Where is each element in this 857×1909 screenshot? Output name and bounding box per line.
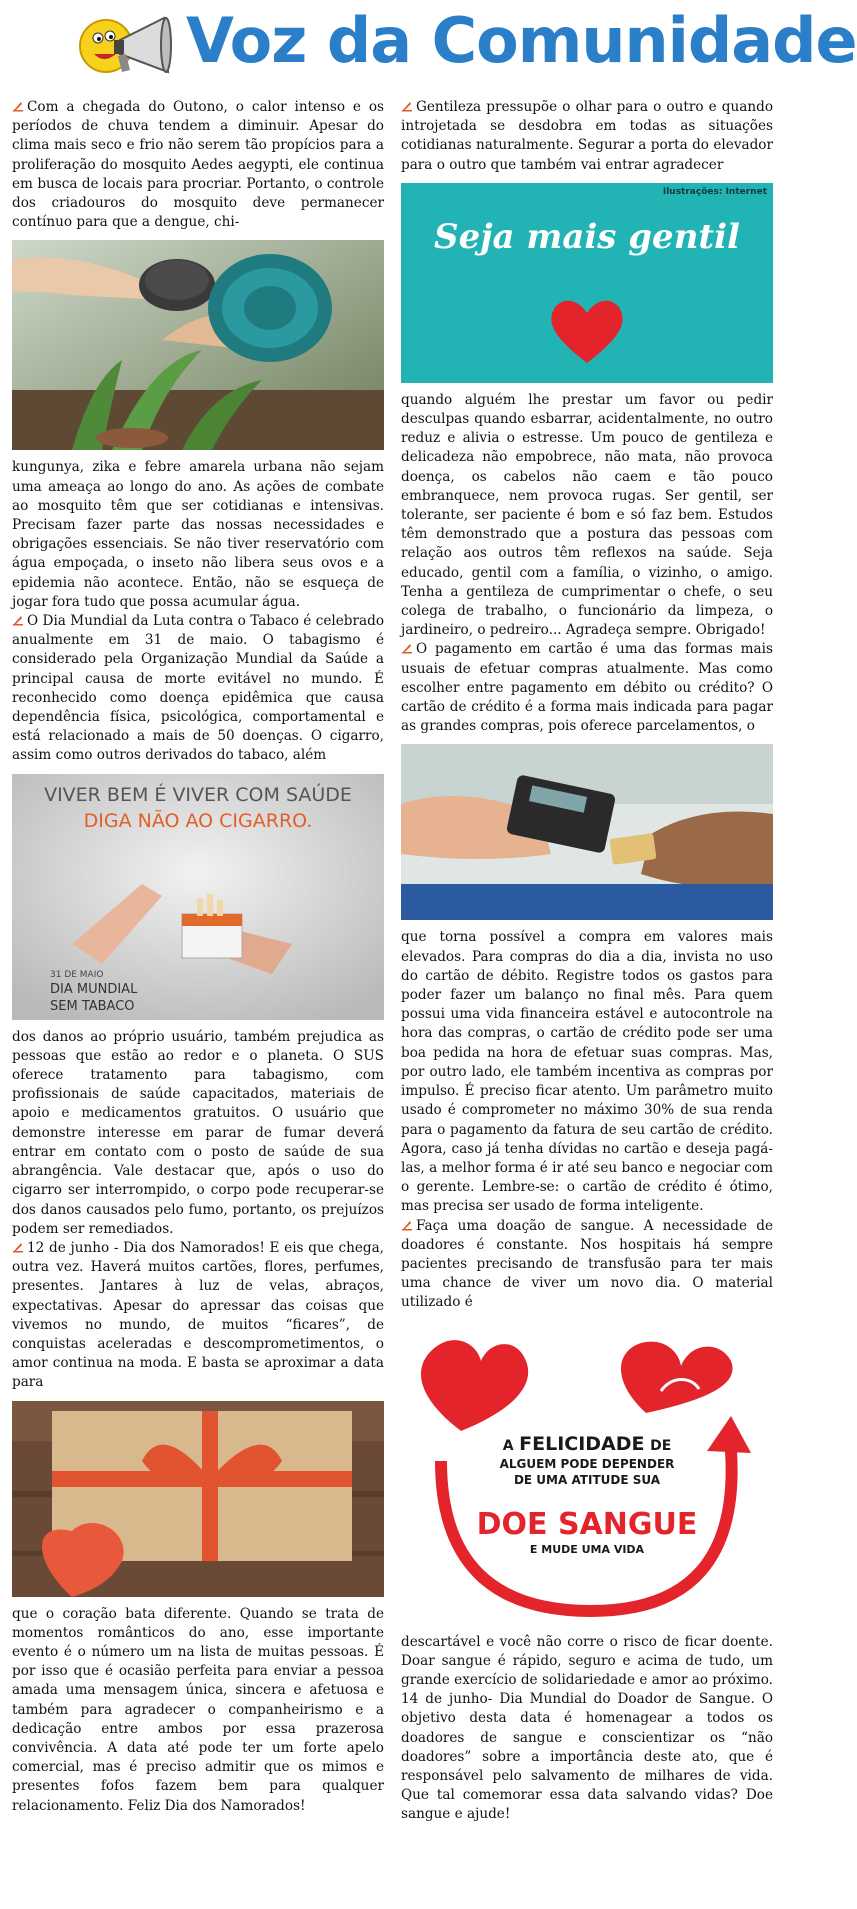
- dengue-text-2: kungunya, zika e febre amarela urbana não sejam uma ameaça ao longo do ano. As ações de combate ao mosquito têm que ser cotidianas e intensivas. Precisam fazer parte das nossas necessidades e obrigações essenciais. Se não tiver reservatório com água empoçada, o inseto não libera seus ovos e a epidemia não acontece. Então, não se esqueça de jogar fora tudo que possa acumular água.: [12, 459, 384, 610]
- page-title: Voz da Comunidade: [186, 4, 857, 77]
- page-header: [0, 0, 857, 92]
- image-credit: Ilustrações: Internet: [662, 186, 767, 197]
- article-dengue-cont: [12, 458, 384, 612]
- card-payment-illustration: [401, 744, 773, 920]
- tabaco-line1: VIVER BEM É VIVER COM SAÚDE: [44, 783, 352, 806]
- cartao-text-2: que torna possível a compra em valores mais elevados. Para compras do dia a dia, invista no uso do cartão de débito. Registre todos os gastos para poder fazer um balanço no final mês. Para quem possui uma vida financeira estável e autocontrole na hora das compras, o cartão de crédito pode ser uma boa pedida na hora de efetuar suas compras. Mas, por outro lado, ele também incentiva as compras por impulso. É preciso ficar atento. Um parâmetro muito usado é comprometer no máximo 30% de sua renda para o pagamento da fatura de seu cartão de crédito. Agora, caso já tenha dívidas no cartão e deseja pagá-las, a melhor forma é ir até seu banco e negociar com o gerente. Lembre-se: o cartão de crédito é ótimo, mas precisa ser usado de forma inteligente.: [401, 929, 773, 1215]
- article-sangue: [401, 1217, 773, 1313]
- article-sangue-cont: [401, 1633, 773, 1825]
- article-tabaco-cont: [12, 1028, 384, 1239]
- megaphone-mascot-icon: [76, 10, 176, 82]
- sangue-line2: ALGUEM PODE DEPENDER: [499, 1456, 675, 1471]
- article-tabaco: [12, 612, 384, 766]
- gentileza-text-2: quando alguém lhe prestar um favor ou pedir desculpas quando esbarrar, acidentalmente, no outro reduz e alivia o estresse. Um pouco de gentileza e delicadeza não empobrece, não mata, não provoca doença, os cabelos não caem e tão pouco embranquece, nem provoca rugas. Ser gentil, ser tolerante, ser paciente é bom e só faz bem. Estudos têm demonstrado que a postura das pessoas com relação aos outros têm reflexos na saúde. Seja educado, gentil com a família, o vizinho, o amigo. Tenha a gentileza de cumprimentar o chefe, o seu colega de trabalho, o funcionário da limpeza, o jardineiro, o pedreiro... Agradeça sempre. Obrigado!: [401, 391, 773, 639]
- namorados-photo: [12, 1401, 384, 1597]
- tabaco-day1: DIA MUNDIAL: [50, 981, 138, 997]
- tabaco-text-2: dos danos ao próprio usuário, também prejudica as pessoas que estão ao redor e o planeta. O SUS oferece tratamento para tabagismo, com profissionais de saúde capacitados, materiais de apoio e medicamentos gratuitos. O usuário que demonstre interesse em parar de fumar deverá entrar em contato com o posto de saúde de sua abrangência. Vale destacar que, após o uso do cigarro ser interrompido, o corpo pode recuperar-se dos danos causados pelo fumo, portanto, os prejuízos podem ser remediados.: [12, 1028, 384, 1237]
- article-marker-icon: [12, 614, 24, 626]
- left-column: [12, 98, 384, 1816]
- gentileza-text-1: Gentileza pressupõe o olhar para o outro e quando introjetada se desdobra em todas as situações cotidianas naturalmente. Segurar a porta do elevador para o outro que também vai entrar agradecer: [401, 99, 773, 173]
- article-marker-icon: [401, 642, 413, 654]
- article-cartao: [401, 640, 773, 736]
- article-namorados: [12, 1239, 384, 1393]
- sangue-poster: [401, 1321, 773, 1625]
- article-marker-icon: [401, 100, 413, 112]
- gift-heart-illustration: [12, 1401, 384, 1597]
- article-gentileza: [401, 98, 773, 175]
- sangue-line1b: FELICIDADE: [519, 1432, 645, 1455]
- article-gentileza-cont: [401, 391, 773, 641]
- article-marker-icon: [12, 100, 24, 112]
- gentileza-slogan: Seja mais gentil: [434, 216, 740, 257]
- article-dengue: [12, 98, 384, 232]
- sangue-line1a: A: [502, 1437, 514, 1454]
- dengue-text-1: Com a chegada do Outono, o calor intenso e os períodos de chuva tendem a diminuir. Apesar do clima mais seco e frio não serem tão propícios para a proliferação do mosquito Aedes aegypti, ele continua em busca de locais para procriar. Portanto, o controle dos criadouros do mosquito deve permanecer contínuo para que a dengue, chi-: [12, 99, 384, 231]
- sangue-line1c: DE: [650, 1437, 672, 1454]
- sangue-big: DOE SANGUE: [476, 1506, 698, 1542]
- namorados-text-2: que o coração bata diferente. Quando se trata de momentos românticos do ano, esse importante evento é o número um na lista de muitas pessoas. É por isso que é ocasião perfeita para enviar a pessoa amada uma mensagem única, sincera e afetuosa e também para agradecer o companheirismo e a dedicação entre ambos por essa prazerosa convivência. A data até pode ter um forte apelo comercial, mas é preciso admitir que os mimos e presentes fofos fazem bem para qualquer relacionamento. Feliz Dia dos Namorados!: [12, 1605, 384, 1814]
- article-cartao-cont: [401, 928, 773, 1216]
- heart-icon: [547, 295, 627, 365]
- tabaco-poster: [12, 774, 384, 1020]
- dengue-photo: [12, 240, 384, 450]
- cartao-text-1: O pagamento em cartão é uma das formas mais usuais de efetuar compras atualmente. Mas como escolher entre pagamento em débito ou crédito? O cartão de crédito é a forma mais indicada para pagar as grandes compras, pois oferece parcelamentos, o: [401, 641, 773, 735]
- sangue-text-2: descartável e você não corre o risco de ficar doente. Doar sangue é rápido, seguro e acima de tudo, um grande exercício de solidariedade e amor ao próximo. 14 de junho- Dia Mundial do Doador de Sangue. O objetivo desta data é homenagear a todos os doadores de sangue e conscientizar os “não doadores” sobre a importância deste ato, que é responsável pelo salvamento de milhares de vida. Que tal comemorar essa data salvando vidas? Doe sangue e ajude!: [401, 1633, 773, 1823]
- article-namorados-cont: [12, 1605, 384, 1816]
- article-marker-icon: [12, 1241, 24, 1253]
- tabaco-day2: SEM TABACO: [50, 998, 135, 1014]
- article-marker-icon: [401, 1219, 413, 1231]
- sangue-line3: DE UMA ATITUDE SUA: [513, 1472, 661, 1487]
- gentileza-banner: [401, 183, 773, 383]
- sangue-text-1: Faça uma doação de sangue. A necessidade de doadores é constante. Nos hospitais há sempre pacientes precisando de transfusão para ter mais uma chance de viver um novo dia. O material utilizado é: [401, 1217, 773, 1311]
- sangue-sub: E MUDE UMA VIDA: [529, 1542, 645, 1556]
- cartao-photo: [401, 744, 773, 920]
- tabaco-date: 31 DE MAIO: [50, 969, 104, 980]
- right-column: [401, 98, 773, 1825]
- namorados-text-1: 12 de junho - Dia dos Namorados! E eis que chega, outra vez. Haverá muitos cartões, flores, perfumes, presentes. Jantares à luz de velas, abraços, expectativas. Apesar do apressar das coisas que vivemos no mundo, de muitos “ficares”, de conquistas aceleradas e descomprometimentos, o amor continua na moda. E basta se aproximar a data para: [12, 1239, 384, 1391]
- tabaco-text-1: O Dia Mundial da Luta contra o Tabaco é celebrado anualmente em 31 de maio. O tabagismo é considerado pela Organização Mundial da Saúde a principal causa de morte evitável no mundo. É reconhecido como doença epidêmica que causa dependência física, psicológica, comportamental e está relacionado a mais de 50 doenças. O cigarro, assim como outros derivados do tabaco, além: [12, 613, 384, 764]
- dengue-illustration: [12, 240, 384, 450]
- tabaco-line2: DIGA NÃO AO CIGARRO.: [83, 809, 313, 832]
